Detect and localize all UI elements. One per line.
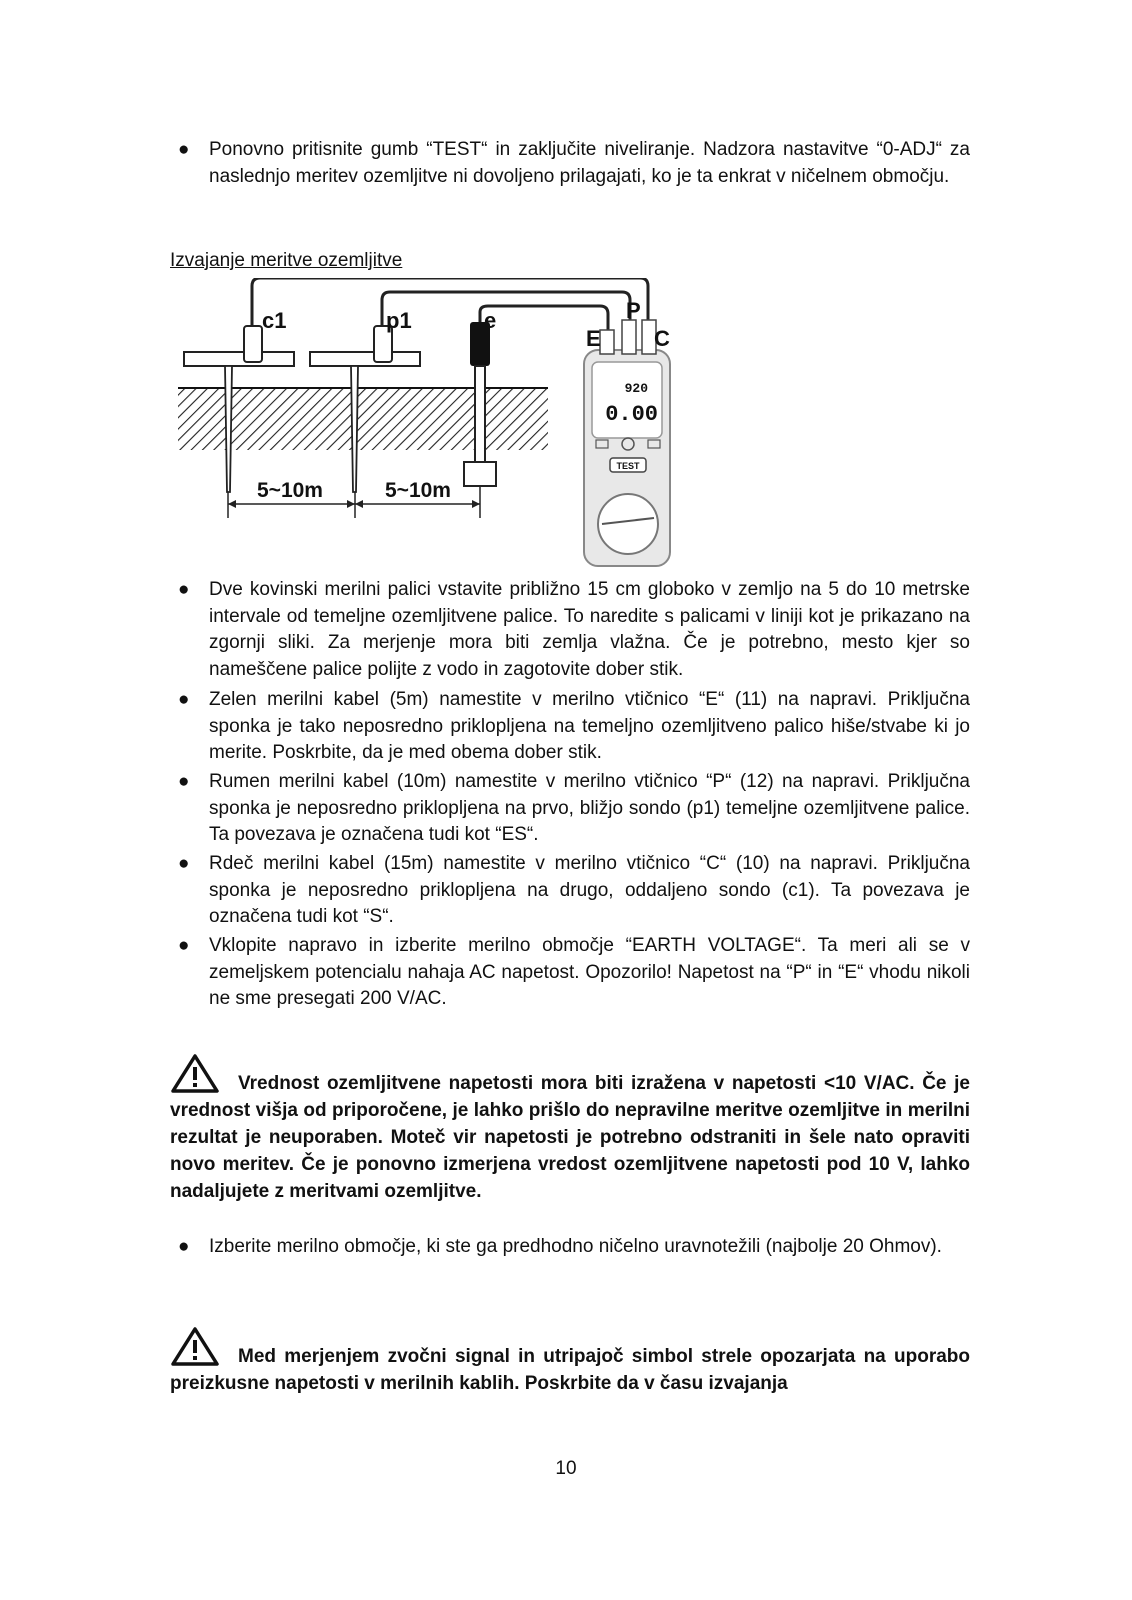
earth-plate xyxy=(464,462,496,486)
distance-label-1: 5~10m xyxy=(257,479,323,502)
label-C: C xyxy=(654,326,670,351)
clip-c1 xyxy=(244,326,262,362)
list-item xyxy=(170,1234,970,1261)
bullet-icon: ● xyxy=(178,935,190,956)
list-item xyxy=(170,769,970,849)
bullet-icon: ● xyxy=(178,853,190,874)
warning-triangle-icon xyxy=(170,1053,220,1093)
bullet-text: Vklopite napravo in izberite merilno območje “EARTH VOLTAGE“. Ta meri ali se v zemeljskem potencialu nahaja AC napetost. Opozorilo! Napetost na “P“ in “E“ vhodu nikoli ne sme presegati 200 V/AC. xyxy=(209,935,970,1009)
list-item xyxy=(170,577,970,683)
bullet-icon: ● xyxy=(178,1236,190,1257)
meter-display-small: 920 xyxy=(624,381,648,396)
label-P: P xyxy=(626,298,641,323)
bullet-icon: ● xyxy=(178,579,190,600)
wire-c1 xyxy=(252,278,648,326)
bullet-text: Izberite merilno območje, ki ste ga predhodno ničelno uravnotežili (najbolje 20 Ohmov). xyxy=(209,1236,942,1257)
warning-text: Med merjenjem zvočni signal in utripajoč simbol strele opozarjata na uporabo preizkusne napetosti v merilnih kablih. Poskrbite da v času izvajanja xyxy=(170,1346,970,1394)
earth-measurement-diagram xyxy=(170,278,730,588)
warning-note xyxy=(170,1053,970,1205)
list-item xyxy=(170,851,970,931)
section-heading: Izvajanje meritve ozemljitve xyxy=(170,250,403,271)
bullet-icon: ● xyxy=(178,771,190,792)
wire-p1 xyxy=(382,292,630,326)
bullet-text: Rumen merilni kabel (10m) namestite v merilno vtičnico “P“ (12) na napravi. Priključna sponka je neposredno priklopljena na prvo, bližjo sondo (p1) temeljne ozemljitvene palice. Ta povezava je označena tudi kot “ES“. xyxy=(209,771,970,845)
earth-tester-meter xyxy=(584,320,670,566)
warning-note xyxy=(170,1326,970,1397)
ground-hatch xyxy=(178,388,548,450)
bullet-icon: ● xyxy=(178,689,190,710)
meter-display-main: 0.00 xyxy=(605,402,658,427)
list-item xyxy=(170,137,970,190)
bullet-text: Ponovno pritisnite gumb “TEST“ in zaključite niveliranje. Nadzora nastavitve “0-ADJ“ za naslednjo meritev ozemljitve ni dovoljeno prilagajati, ko je ta enkrat v ničelnem območju. xyxy=(209,139,970,187)
bullet-icon: ● xyxy=(178,139,190,160)
bullet-text: Dve kovinski merilni palici vstavite približno 15 cm globoko v zemljo na 5 do 10 metrske intervale od temeljne ozemljitvene palice. To naredite s palicami v liniji kot je prikazano na zgornji sliki. Za merjenje mora biti zemlja vlažna. Če je potrebno, mesto kjer so nameščene palice polijte z vodo in zagotovite dober stik. xyxy=(209,579,970,680)
label-p1: p1 xyxy=(386,308,412,333)
bullet-text: Rdeč merilni kabel (15m) namestite v merilno vtičnico “C“ (10) na napravi. Priključna sponka je neposredno priklopljena na drugo, oddaljeno sondo (c1). Ta povezava je označena tudi kot “S“. xyxy=(209,853,970,927)
warning-triangle-icon xyxy=(170,1326,220,1366)
label-c1: c1 xyxy=(262,308,287,333)
meter-test-button: TEST xyxy=(616,461,640,471)
distance-label-2: 5~10m xyxy=(385,479,451,502)
label-e: e xyxy=(484,308,497,333)
list-item xyxy=(170,933,970,1013)
page-number: 10 xyxy=(555,1458,577,1479)
list-item xyxy=(170,687,970,767)
warning-text: Vrednost ozemljitvene napetosti mora biti izražena v napetosti <10 V/AC. Če je vrednost višja od priporočene, je lahko prišlo do nepravilne meritve ozemljitve in merilni rezultat je neuporaben. Moteč vir napetosti je potrebno odstraniti in šele nato opraviti novo meritev. Če je ponovno izmerjena vredost ozemljitvene napetosti pod 10 V, lahko nadaljujete z meritvami ozemljitve. xyxy=(170,1073,970,1202)
bullet-text: Zelen merilni kabel (5m) namestite v merilno vtičnico “E“ (11) na napravi. Priključna sponka je tako neposredno priklopljena na temeljno ozemljitveno palico hiše/stvabe ki jo merite. Poskrbite, da je med obema dober stik. xyxy=(209,689,970,763)
label-E: E xyxy=(586,326,601,351)
